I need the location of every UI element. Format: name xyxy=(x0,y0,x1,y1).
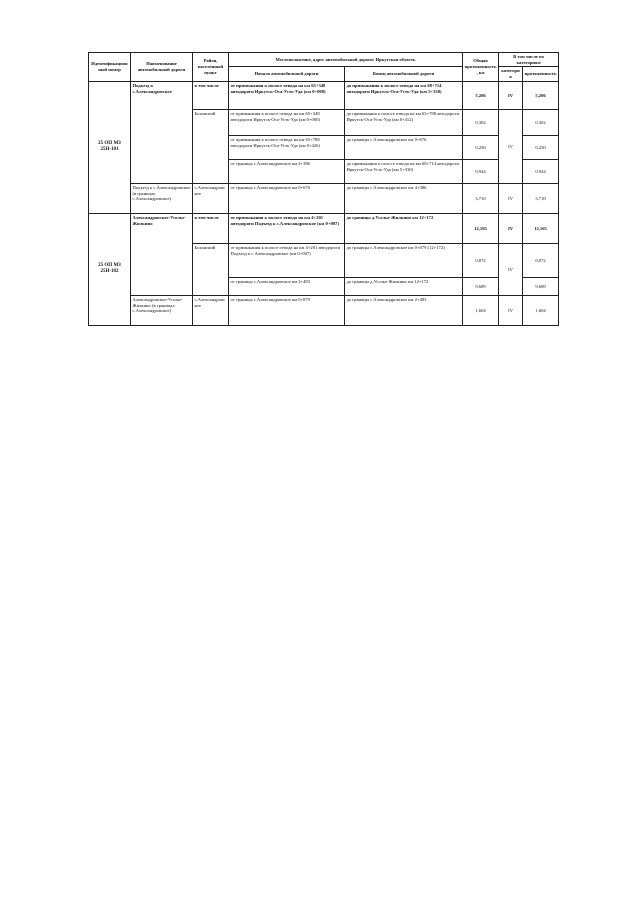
road-category-length: 0,250 xyxy=(523,135,559,159)
road-district: в том числе xyxy=(193,213,229,243)
road-category: IV xyxy=(499,183,523,213)
col-end: Конец автомобильной дороги xyxy=(345,67,463,81)
col-category-group: В том числе по категориям xyxy=(499,53,559,67)
road-end: до границы д.Усолье-Жилкино км 12+172 xyxy=(345,213,463,243)
road-name: Подъезд к с.Александровское (в границах с.Александровское) xyxy=(131,183,193,213)
col-id: Идентификационный номер xyxy=(89,53,131,82)
table-row xyxy=(89,183,559,213)
road-category: IV xyxy=(499,81,523,109)
road-district: Боханский xyxy=(193,109,229,183)
road-id: 25 ОП МЗ 25Н-101 xyxy=(89,81,131,213)
road-category-length: 12,165 xyxy=(523,213,559,243)
document-page xyxy=(88,52,558,326)
road-district: с.Александровское xyxy=(193,183,229,213)
road-end: до примыкания к полосе отвода на км 65+788 автодороги Иркутск-Оса-Усть-Уда (км 0+412) xyxy=(345,109,463,135)
header-row xyxy=(89,53,559,67)
road-category-length: 3,710 xyxy=(523,183,559,213)
table-row xyxy=(89,81,559,109)
road-name: Александровское-Усолье-Жилкино xyxy=(131,213,193,295)
road-start: от границы с.Александровское км 0+676 xyxy=(229,183,345,213)
road-category-length: 9,689 xyxy=(523,277,559,295)
road-start: от примыкания к полосе отвода на км 65+788 автодороги Иркутск-Оса-Усть-Уда (км 0+426) xyxy=(229,135,345,159)
road-length: 0,872 xyxy=(463,243,499,277)
road-length: 12,165 xyxy=(463,213,499,243)
road-length: 1,604 xyxy=(463,295,499,325)
road-category-length: 0,302 xyxy=(523,109,559,135)
road-end: до примыкания к полосе отвода на км 68+714 автодороги Иркутск-Оса-Усть-Уда (км 5+330) xyxy=(345,81,463,109)
road-end: до примыкания к полосе отвода на км 68+714 автодороги Иркутск-Оса-Усть-Уда (км 5+330) xyxy=(345,159,463,183)
road-start: от границы с.Александровское км 2+483 xyxy=(229,277,345,295)
road-category-length: 5,206 xyxy=(523,81,559,109)
road-category-length: 1,604 xyxy=(523,295,559,325)
road-id: 25 ОП МЗ 25Н-102 xyxy=(89,213,131,325)
road-district: с.Александровское xyxy=(193,295,229,325)
road-category: IV xyxy=(499,295,523,325)
road-start: от примыкания к полосе отвода на км 65+348 автодороги Иркутск-Оса-Усть-Уда (км 0+000) xyxy=(229,109,345,135)
road-category: IV xyxy=(499,243,523,295)
road-start: от границы с.Александровское км 4+386 xyxy=(229,159,345,183)
road-category-length: 0,944 xyxy=(523,159,559,183)
col-name: Наименование автомобильной дороги xyxy=(131,53,193,82)
road-end: до границы с.Александровское км 0+676 xyxy=(345,135,463,159)
road-length: 3,710 xyxy=(463,183,499,213)
road-end: до границы с.Александровское км 2+483 xyxy=(345,295,463,325)
road-length: 0,302 xyxy=(463,109,499,135)
road-end: до границы с.Александровское км 0+879 (12+172) xyxy=(345,243,463,277)
road-start: от примыкания к полосе отвода на км 65+348 автодороги Иркутск-Оса-Усть-Уда (км 0+000) xyxy=(229,81,345,109)
col-length: Общая протяженность, км xyxy=(463,53,499,82)
road-length: 0,944 xyxy=(463,159,499,183)
col-start: Начало автомобильной дороги xyxy=(229,67,345,81)
col-location: Местоположение, адрес автомобильной дороги: Иркутская область xyxy=(229,53,463,67)
road-start: от границы с.Александровское км 0+879 xyxy=(229,295,345,325)
road-length: 0,250 xyxy=(463,135,499,159)
road-start: от примыкания к полосе отвода на км 4+201 автодороги Подъезд к с.Александровское (км 0+007) xyxy=(229,243,345,277)
road-start: от примыкания к полосе отвода на км 4+201 автодороги Подъезд к с.Александровское (км 0+007) xyxy=(229,213,345,243)
col-district: Район, населенный пункт xyxy=(193,53,229,82)
roads-table xyxy=(88,52,559,326)
road-length: 9,689 xyxy=(463,277,499,295)
road-end: до границы с.Александровское км 4+386 xyxy=(345,183,463,213)
road-end: до границы д.Усолье-Жилкино км 12+172 xyxy=(345,277,463,295)
road-category: IV xyxy=(499,213,523,243)
col-category: категория xyxy=(499,67,523,81)
table-row xyxy=(89,295,559,325)
road-name: Подъезд к с.Александровское xyxy=(131,81,193,183)
road-length: 5,206 xyxy=(463,81,499,109)
road-district: Боханский xyxy=(193,243,229,295)
road-category-length: 0,872 xyxy=(523,243,559,277)
col-category-length: протяженность xyxy=(523,67,559,81)
road-category: IV xyxy=(499,109,523,183)
road-district: в том числе xyxy=(193,81,229,109)
road-name: Александровское-Усолье-Жилкино (в границах с.Александровское) xyxy=(131,295,193,325)
table-row xyxy=(89,213,559,243)
